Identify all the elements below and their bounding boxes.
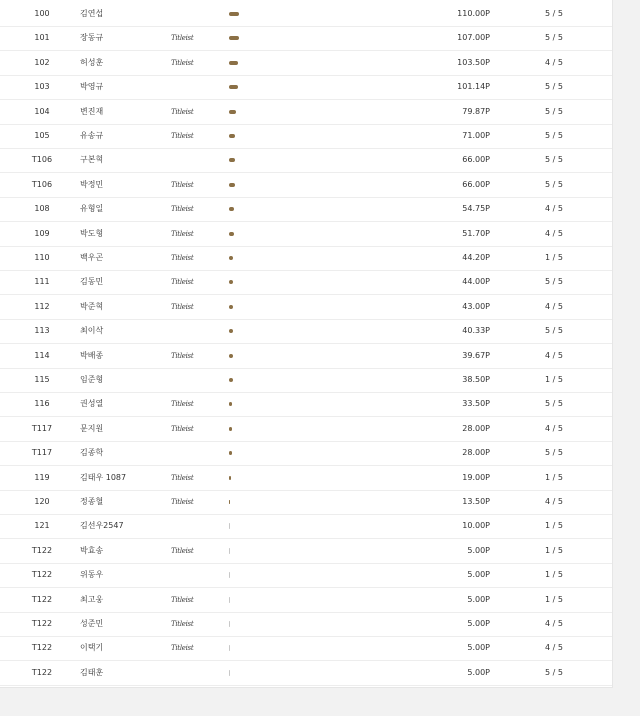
sponsor-logo-icon: Titleist bbox=[171, 400, 194, 409]
rank-cell: 113 bbox=[34, 326, 50, 336]
table-row[interactable] bbox=[0, 636, 612, 661]
events-cell: 1 / 5 bbox=[545, 521, 563, 531]
player-name[interactable]: 장동규 bbox=[80, 33, 104, 43]
points-bar bbox=[229, 12, 239, 16]
points-cell: 43.00P bbox=[462, 301, 490, 311]
table-row[interactable] bbox=[0, 514, 612, 539]
events-cell: 4 / 5 bbox=[545, 350, 563, 360]
points-cell: 44.00P bbox=[462, 277, 490, 287]
player-name[interactable]: 성준민 bbox=[80, 619, 104, 628]
points-cell: 5.00P bbox=[467, 619, 490, 628]
points-bar bbox=[229, 183, 235, 187]
player-name[interactable]: 유형일 bbox=[80, 204, 104, 214]
player-name[interactable]: 김선우2547 bbox=[80, 521, 124, 531]
player-name[interactable]: 박효송 bbox=[80, 545, 104, 555]
player-name[interactable]: 백우곤 bbox=[80, 253, 104, 262]
points-cell: 54.75P bbox=[462, 204, 490, 214]
events-cell: 4 / 5 bbox=[545, 204, 563, 214]
table-row[interactable] bbox=[0, 319, 612, 344]
points-cell: 103.50P bbox=[457, 57, 490, 67]
points-bar bbox=[229, 621, 230, 627]
rank-cell: T122 bbox=[31, 667, 53, 677]
player-name[interactable]: 권성열 bbox=[80, 399, 104, 409]
rank-cell: 112 bbox=[34, 301, 50, 311]
sponsor-logo-icon: Titleist bbox=[171, 58, 194, 67]
player-name[interactable]: 변진재 bbox=[80, 106, 104, 116]
points-bar bbox=[229, 645, 230, 651]
sponsor-logo-icon: Titleist bbox=[171, 644, 194, 653]
player-name[interactable]: 정종혈 bbox=[80, 497, 104, 506]
table-row[interactable] bbox=[0, 344, 612, 369]
points-cell: 71.00P bbox=[462, 131, 490, 140]
sponsor-logo-icon: Titleist bbox=[171, 180, 194, 189]
rank-cell: 102 bbox=[34, 57, 50, 67]
points-cell: 107.00P bbox=[457, 33, 490, 43]
points-bar bbox=[229, 85, 238, 89]
player-name[interactable]: 허성훈 bbox=[80, 57, 104, 67]
points-cell: 39.67P bbox=[462, 350, 490, 360]
table-row[interactable] bbox=[0, 2, 612, 27]
points-cell: 38.50P bbox=[462, 375, 490, 384]
points-bar bbox=[229, 670, 230, 676]
points-cell: 5.00P bbox=[467, 643, 490, 653]
sponsor-logo-icon: Titleist bbox=[171, 229, 194, 238]
events-cell: 1 / 5 bbox=[545, 375, 563, 384]
player-name[interactable]: 이택기 bbox=[80, 643, 104, 653]
player-name[interactable]: 김태우 1087 bbox=[80, 472, 127, 482]
player-name[interactable]: 박배종 bbox=[80, 350, 104, 360]
rank-cell: T122 bbox=[31, 594, 53, 604]
table-row[interactable] bbox=[0, 197, 612, 222]
points-bar bbox=[229, 61, 238, 65]
rank-cell: 108 bbox=[34, 204, 50, 214]
sponsor-logo-icon: Titleist bbox=[171, 107, 194, 116]
points-cell: 28.00P bbox=[462, 448, 490, 458]
points-bar bbox=[229, 256, 233, 260]
table-row[interactable] bbox=[0, 563, 612, 588]
events-cell: 5 / 5 bbox=[545, 155, 563, 165]
points-cell: 28.00P bbox=[462, 423, 490, 433]
points-cell: 66.00P bbox=[462, 179, 490, 189]
rank-cell: 109 bbox=[34, 228, 50, 238]
rank-cell: 100 bbox=[34, 9, 50, 18]
points-bar bbox=[229, 158, 235, 162]
points-bar bbox=[229, 500, 230, 504]
events-cell: 4 / 5 bbox=[545, 497, 563, 506]
player-name[interactable]: 구본혁 bbox=[80, 155, 104, 165]
events-cell: 5 / 5 bbox=[545, 106, 563, 116]
table-row[interactable] bbox=[0, 222, 612, 247]
points-cell: 13.50P bbox=[462, 497, 490, 506]
events-cell: 5 / 5 bbox=[545, 277, 563, 287]
table-row[interactable] bbox=[0, 588, 612, 613]
points-bar bbox=[229, 451, 232, 455]
events-cell: 5 / 5 bbox=[545, 667, 563, 677]
table-row[interactable] bbox=[0, 295, 612, 320]
points-bar bbox=[229, 134, 235, 138]
table-row[interactable] bbox=[0, 392, 612, 417]
table-row[interactable] bbox=[0, 417, 612, 442]
points-cell: 19.00P bbox=[462, 472, 490, 482]
sponsor-logo-icon: Titleist bbox=[171, 132, 194, 140]
player-name[interactable]: 김동민 bbox=[80, 277, 104, 287]
events-cell: 5 / 5 bbox=[545, 9, 563, 18]
sponsor-logo-icon: Titleist bbox=[171, 595, 194, 604]
points-bar bbox=[229, 305, 233, 309]
points-cell: 5.00P bbox=[467, 594, 490, 604]
rank-cell: 121 bbox=[34, 521, 50, 531]
points-bar bbox=[229, 36, 239, 40]
points-cell: 33.50P bbox=[462, 399, 490, 409]
points-cell: 66.00P bbox=[462, 155, 490, 165]
rank-cell: T122 bbox=[31, 545, 53, 555]
player-name[interactable]: 김종학 bbox=[80, 448, 104, 458]
table-row[interactable] bbox=[0, 661, 612, 686]
rank-cell: T122 bbox=[31, 619, 53, 628]
sponsor-logo-icon: Titleist bbox=[171, 302, 194, 311]
events-cell: 4 / 5 bbox=[545, 228, 563, 238]
points-cell: 51.70P bbox=[462, 228, 490, 238]
player-name[interactable]: 박준혁 bbox=[80, 301, 104, 311]
points-bar bbox=[229, 207, 234, 211]
points-bar bbox=[229, 402, 232, 406]
sponsor-logo-icon: Titleist bbox=[171, 424, 194, 433]
table-row[interactable] bbox=[0, 51, 612, 76]
table-row[interactable] bbox=[0, 490, 612, 515]
sponsor-logo-icon: Titleist bbox=[171, 34, 194, 43]
rank-cell: 116 bbox=[34, 399, 50, 409]
sponsor-logo-icon: Titleist bbox=[171, 546, 194, 555]
points-bar bbox=[229, 378, 233, 382]
rank-cell: T106 bbox=[31, 155, 53, 165]
events-cell: 4 / 5 bbox=[545, 423, 563, 433]
rank-cell: 103 bbox=[34, 82, 50, 92]
player-name[interactable]: 박도형 bbox=[80, 228, 104, 238]
table-row[interactable] bbox=[0, 124, 612, 149]
points-bar bbox=[229, 232, 234, 236]
table-row[interactable] bbox=[0, 441, 612, 466]
sponsor-logo-icon: Titleist bbox=[171, 473, 194, 482]
points-bar bbox=[229, 548, 230, 554]
points-cell: 40.33P bbox=[462, 326, 490, 336]
points-bar bbox=[229, 427, 232, 431]
rank-cell: 105 bbox=[34, 131, 50, 140]
player-name[interactable]: 박정민 bbox=[80, 179, 104, 189]
player-name[interactable]: 문지원 bbox=[80, 423, 104, 433]
events-cell: 5 / 5 bbox=[545, 448, 563, 458]
events-cell: 4 / 5 bbox=[545, 301, 563, 311]
player-name[interactable]: 위동우 bbox=[80, 570, 104, 580]
sponsor-logo-icon: Titleist bbox=[171, 498, 194, 506]
events-cell: 1 / 5 bbox=[545, 472, 563, 482]
table-row[interactable] bbox=[0, 100, 612, 125]
rank-cell: T122 bbox=[31, 643, 53, 653]
table-row[interactable] bbox=[0, 26, 612, 51]
points-bar bbox=[229, 280, 233, 284]
table-row[interactable] bbox=[0, 75, 612, 100]
events-cell: 4 / 5 bbox=[545, 619, 563, 628]
rank-cell: 104 bbox=[34, 106, 50, 116]
points-cell: 79.87P bbox=[462, 106, 490, 116]
events-cell: 1 / 5 bbox=[545, 594, 563, 604]
table-row[interactable] bbox=[0, 368, 612, 393]
points-bar bbox=[229, 597, 230, 603]
events-cell: 5 / 5 bbox=[545, 82, 563, 92]
table-row[interactable] bbox=[0, 173, 612, 198]
table-row[interactable] bbox=[0, 466, 612, 491]
rank-cell: 115 bbox=[34, 375, 50, 384]
table-row[interactable] bbox=[0, 246, 612, 271]
points-cell: 110.00P bbox=[457, 9, 490, 18]
rank-cell: T122 bbox=[31, 570, 53, 580]
events-cell: 5 / 5 bbox=[545, 179, 563, 189]
events-cell: 5 / 5 bbox=[545, 131, 563, 140]
points-bar bbox=[229, 476, 231, 480]
points-cell: 101.14P bbox=[457, 82, 490, 92]
player-name[interactable]: 김태훈 bbox=[80, 667, 104, 677]
events-cell: 1 / 5 bbox=[545, 545, 563, 555]
sponsor-logo-icon: Titleist bbox=[171, 254, 194, 262]
points-bar bbox=[229, 329, 233, 333]
rank-cell: 110 bbox=[34, 253, 50, 262]
rank-cell: T117 bbox=[31, 448, 53, 458]
events-cell: 5 / 5 bbox=[545, 399, 563, 409]
sponsor-logo-icon: Titleist bbox=[171, 278, 194, 287]
player-name[interactable]: 최이삭 bbox=[80, 326, 104, 336]
points-bar bbox=[229, 523, 230, 529]
table-row[interactable] bbox=[0, 148, 612, 173]
table-row[interactable] bbox=[0, 539, 612, 564]
events-cell: 4 / 5 bbox=[545, 57, 563, 67]
rank-cell: T117 bbox=[31, 423, 53, 433]
events-cell: 5 / 5 bbox=[545, 33, 563, 43]
rank-cell: T106 bbox=[31, 179, 53, 189]
points-cell: 44.20P bbox=[462, 253, 490, 262]
rank-cell: 111 bbox=[34, 277, 50, 287]
points-bar bbox=[229, 572, 230, 578]
rank-cell: 114 bbox=[34, 350, 50, 360]
player-name[interactable]: 김연섭 bbox=[80, 9, 104, 18]
player-name[interactable]: 박영규 bbox=[80, 82, 104, 92]
table-row[interactable] bbox=[0, 270, 612, 295]
events-cell: 5 / 5 bbox=[545, 326, 563, 336]
points-cell: 5.00P bbox=[467, 667, 490, 677]
player-name[interactable]: 최고웅 bbox=[80, 594, 104, 604]
table-row[interactable] bbox=[0, 612, 612, 637]
rank-cell: 119 bbox=[34, 472, 50, 482]
rank-cell: 101 bbox=[34, 33, 50, 43]
events-cell: 4 / 5 bbox=[545, 643, 563, 653]
player-name[interactable]: 유송규 bbox=[80, 131, 104, 140]
sponsor-logo-icon: Titleist bbox=[171, 205, 194, 214]
points-bar bbox=[229, 110, 236, 114]
points-bar bbox=[229, 354, 233, 358]
sponsor-logo-icon: Titleist bbox=[171, 620, 194, 628]
events-cell: 1 / 5 bbox=[545, 570, 563, 580]
sponsor-logo-icon: Titleist bbox=[171, 351, 194, 360]
points-cell: 10.00P bbox=[462, 521, 490, 531]
player-name[interactable]: 임준형 bbox=[80, 375, 104, 384]
events-cell: 1 / 5 bbox=[545, 253, 563, 262]
points-cell: 5.00P bbox=[467, 570, 490, 580]
rank-cell: 120 bbox=[34, 497, 50, 506]
points-cell: 5.00P bbox=[467, 545, 490, 555]
